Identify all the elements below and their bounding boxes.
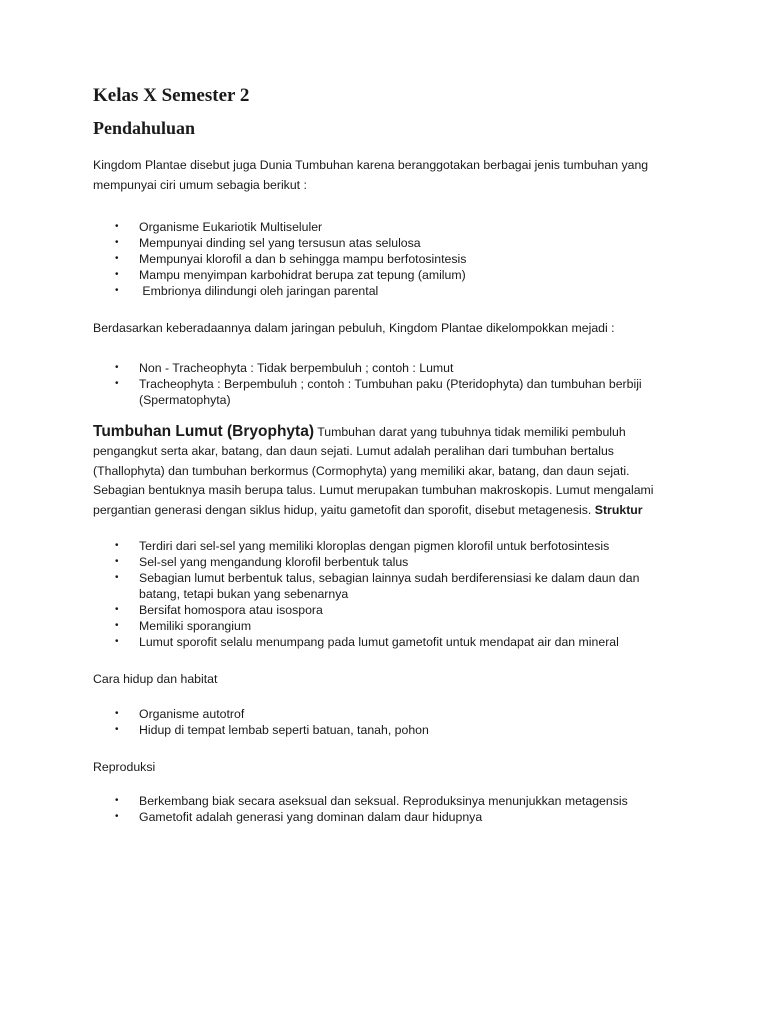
list-item: • Hidup di tempat lembab seperti batuan, tanah, pohon xyxy=(115,722,429,737)
bullet-icon: • xyxy=(115,253,119,264)
ciri-list xyxy=(93,219,683,299)
list-item: • Mempunyai klorofil a dan b sehingga mampu berfotosintesis xyxy=(115,252,467,266)
list-item: • Memiliki sporangium xyxy=(115,619,252,633)
bullet-icon: • xyxy=(115,361,119,373)
intro-paragraph: Kingdom Plantae disebut juga Dunia Tumbuhan karena beranggotakan berbagai jenis tumbuhan yang mempunyai ciri umum sebagia berikut : xyxy=(93,158,649,192)
struktur-list xyxy=(93,538,683,650)
bullet-icon: • xyxy=(115,572,119,583)
struktur-label: Struktur xyxy=(591,502,643,517)
bullet-icon: • xyxy=(115,604,119,615)
document-title: Kelas X Semester 2 xyxy=(93,85,250,106)
reproduksi-heading: Reproduksi xyxy=(93,759,156,774)
bullet-icon: • xyxy=(115,556,119,567)
list-item: • Mempunyai dinding sel yang tersusun atas selulosa xyxy=(115,236,421,250)
list-item: • Lumut sporofit selalu menumpang pada lumut gametofit untuk mendapat air dan mineral xyxy=(115,635,619,649)
list-item: • Embrionya dilindungi oleh jaringan parental xyxy=(115,284,379,298)
list-item: • Mampu menyimpan karbohidrat berupa zat tepung (amilum) xyxy=(115,268,466,282)
list-item: • Sel-sel yang mengandung klorofil berbentuk talus xyxy=(115,555,409,569)
bullet-icon: • xyxy=(115,540,119,551)
list-item: • Organisme autotrof xyxy=(115,706,245,721)
list-item: • Bersifat homospora atau isospora xyxy=(115,603,323,617)
bullet-icon: • xyxy=(115,285,119,296)
group-list xyxy=(93,360,683,408)
bullet-icon: • xyxy=(115,221,119,232)
section-title-pendahuluan: Pendahuluan xyxy=(93,118,196,138)
bryophyta-title: Tumbuhan Lumut (Bryophyta) xyxy=(93,422,314,440)
bullet-icon: • xyxy=(115,811,119,822)
list-item: • Sebagian lumut berbentuk talus, sebagian lainnya sudah berdiferensiasi ke dalam daun dan batang, tetapi bukan yang sebenarnya xyxy=(115,571,640,601)
list-item: • Non - Tracheophyta : Tidak berpembuluh ; contoh : Lumut xyxy=(115,360,454,375)
bullet-icon: • xyxy=(115,377,119,389)
bullet-icon: • xyxy=(115,636,119,647)
bullet-icon: • xyxy=(115,237,119,248)
list-item: • Berkembang biak secara aseksual dan seksual. Reproduksinya menunjukkan metagensis xyxy=(115,794,628,808)
bullet-icon: • xyxy=(115,723,119,735)
document-page xyxy=(93,84,683,845)
bullet-icon: • xyxy=(115,707,119,719)
list-item: • Tracheophyta : Berpembuluh ; contoh : Tumbuhan paku (Pteridophyta) dan tumbuhan berbiji (Spermatophyta) xyxy=(115,376,642,407)
reproduksi-list xyxy=(93,793,683,825)
list-item: • Gametofit adalah generasi yang dominan dalam daur hidupnya xyxy=(115,810,483,824)
list-item: • Terdiri dari sel-sel yang memiliki kloroplas dengan pigmen klorofil untuk berfotosintesis xyxy=(115,539,610,553)
grouping-paragraph: Berdasarkan keberadaannya dalam jaringan pebuluh, Kingdom Plantae dikelompokkan mejadi : xyxy=(93,321,615,335)
habitat-list xyxy=(93,706,683,738)
bullet-icon: • xyxy=(115,620,119,631)
bryophyta-text: Tumbuhan darat yang tubuhnya tidak memiliki pembuluh pengangkut serta akar, batang, dan daun sejati. Lumut adalah peralihan dari tumbuhan bertalus (Thallophyta) dan tumbuhan berkormus (Cormophyta) yang memiliki akar, batang, dan daun sejati. Sebagian bentuknya masih berupa talus. Lumut merupakan tumbuhan makroskopis. Lumut mengalami pergantian generasi dengan siklus hidup, yaitu gametofit dan sporofit, disebut metagenesis. xyxy=(93,424,654,517)
habitat-heading: Cara hidup dan habitat xyxy=(93,672,218,686)
bullet-icon: • xyxy=(115,795,119,806)
bullet-icon: • xyxy=(115,269,119,280)
bryophyta-paragraph xyxy=(93,422,683,521)
list-item: • Organisme Eukariotik Multiseluler xyxy=(115,220,323,234)
